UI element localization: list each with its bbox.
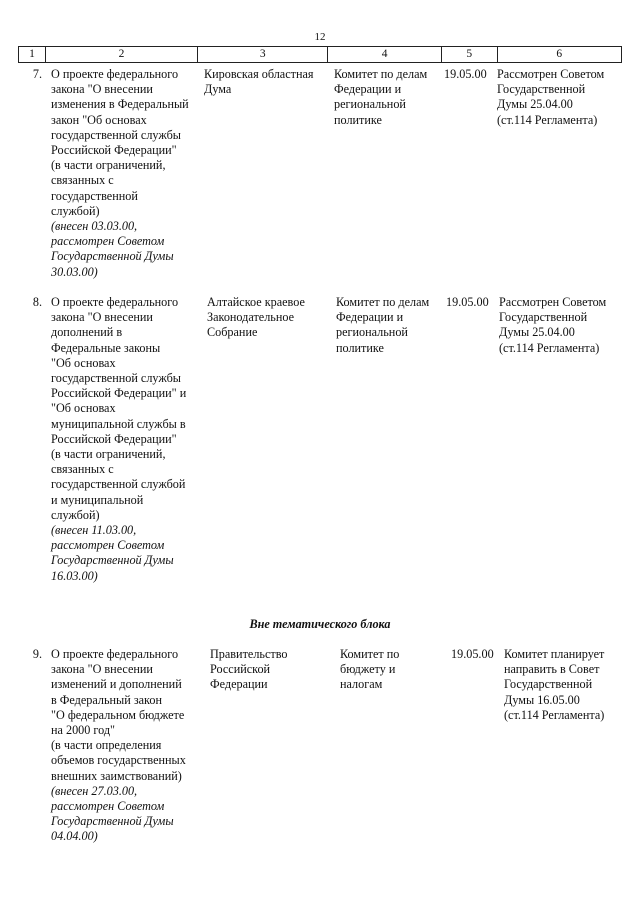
title-lines	[51, 295, 203, 523]
text-line: налогам	[340, 677, 383, 692]
status	[497, 67, 621, 128]
text-line: службой)	[51, 507, 100, 522]
text-line: в Федеральный закон	[51, 692, 162, 707]
text-line: и муниципальной	[51, 492, 144, 507]
text-line: Собрание	[207, 325, 258, 340]
text-line: связанных с	[51, 462, 114, 477]
text-line: объемов государственных	[51, 753, 186, 768]
text-line: изменения в Федеральный	[51, 97, 189, 112]
text-line: (ст.114 Регламента)	[499, 340, 600, 355]
text-line: Комитет по	[340, 647, 400, 661]
title-lines	[51, 647, 203, 784]
committee	[336, 295, 444, 356]
text-line: на 2000 год"	[51, 723, 116, 738]
text-line: Государственной	[499, 310, 588, 325]
text-line: Комитет по делам	[334, 67, 428, 81]
initiator	[207, 295, 335, 341]
date: 19.05.00	[451, 647, 494, 661]
text-line: (в части ограничений,	[51, 158, 166, 173]
text-line: (в части ограничений,	[51, 447, 166, 462]
text-line: связанных с	[51, 173, 114, 188]
text-line: О проекте федерального	[51, 647, 179, 661]
note-lines	[51, 784, 203, 845]
text-line: Российской Федерации"	[51, 143, 177, 158]
text-line: рассмотрен Советом	[51, 538, 165, 553]
section-heading: Вне тематического блока	[249, 617, 391, 631]
text-line: региональной	[334, 97, 406, 112]
text-line: (внесен 27.03.00,	[51, 783, 138, 798]
row-title	[51, 67, 203, 280]
committee	[340, 647, 440, 693]
date: 19.05.00	[446, 295, 489, 309]
text-line: региональной	[336, 325, 408, 340]
text-line: Комитет по делам	[336, 295, 430, 309]
text-line: государственной службой	[51, 477, 186, 492]
text-line: муниципальной службы в	[51, 416, 186, 431]
page-number: 12	[314, 31, 326, 43]
header-col-6: 6	[556, 48, 563, 60]
text-line: Рассмотрен Советом	[497, 67, 605, 81]
text-line: Думы 25.04.00	[499, 325, 575, 340]
text-line: Думы 16.05.00	[504, 692, 580, 707]
header-col-4: 4	[328, 47, 441, 62]
header-col-5: 5	[442, 47, 498, 62]
row-title	[51, 647, 203, 845]
row-number: 9.	[32, 647, 42, 661]
text-line: Комитет планирует	[504, 647, 605, 661]
text-line: дополнений в	[51, 325, 123, 340]
text-line: Алтайское краевое	[207, 295, 305, 309]
text-line: государственной	[51, 188, 138, 203]
text-line: закон "Об основах	[51, 112, 147, 127]
text-line: Федерации и	[334, 82, 402, 97]
note-lines	[51, 523, 203, 584]
text-line: закона "О внесении	[51, 82, 153, 97]
text-line: Российской Федерации" и	[51, 386, 187, 401]
text-line: Государственной Думы	[51, 249, 174, 264]
text-line: (внесен 11.03.00,	[51, 523, 137, 538]
text-line: Федерации	[210, 677, 268, 692]
table-header	[18, 46, 622, 63]
text-line: (ст.114 Регламента)	[497, 112, 598, 127]
text-line: Законодательное	[207, 310, 295, 325]
text-line: Государственной Думы	[51, 553, 174, 568]
text-line: внешних заимствований)	[51, 768, 182, 783]
text-line: Российской	[210, 662, 271, 677]
text-line: 30.03.00)	[51, 264, 98, 279]
text-line: О проекте федерального	[51, 295, 179, 309]
text-line: бюджету и	[340, 662, 396, 677]
text-line: Российской Федерации"	[51, 431, 177, 446]
text-line: (внесен 03.03.00,	[51, 219, 138, 234]
title-lines	[51, 67, 203, 219]
text-line: Правительство	[210, 647, 288, 661]
text-line: политике	[336, 340, 384, 355]
text-line: политике	[334, 112, 382, 127]
text-line: Федеральные законы	[51, 340, 161, 355]
row-number: 7.	[32, 67, 42, 81]
text-line: направить в Совет	[504, 662, 600, 677]
text-line: закона "О внесении	[51, 310, 153, 325]
text-line: Дума	[204, 82, 232, 97]
text-line: рассмотрен Советом	[51, 799, 165, 814]
committee	[334, 67, 442, 128]
text-line: государственной службы	[51, 127, 181, 142]
text-line: Кировская областная	[204, 67, 314, 81]
initiator	[210, 647, 330, 693]
text-line: 16.03.00)	[51, 568, 98, 583]
text-line: "Об основах	[51, 355, 116, 370]
text-line: Федерации и	[336, 310, 404, 325]
text-line: рассмотрен Советом	[51, 234, 165, 249]
row-number: 8.	[32, 295, 42, 309]
text-line: Думы 25.04.00	[497, 97, 573, 112]
text-line: Государственной Думы	[51, 814, 174, 829]
initiator	[204, 67, 334, 97]
header-col-1: 1	[19, 47, 46, 62]
text-line: Государственной	[504, 677, 593, 692]
text-line: государственной службы	[51, 371, 181, 386]
status	[504, 647, 628, 723]
text-line: закона "О внесении	[51, 662, 153, 677]
note-lines	[51, 219, 203, 280]
text-line: 04.04.00)	[51, 829, 98, 844]
text-line: Государственной	[497, 82, 586, 97]
status	[499, 295, 623, 356]
header-col-3: 3	[198, 47, 328, 62]
text-line: О проекте федерального	[51, 67, 179, 81]
text-line: "О федеральном бюджете	[51, 707, 185, 722]
text-line: изменений и дополнений	[51, 677, 182, 692]
text-line: (в части определения	[51, 738, 162, 753]
row-title	[51, 295, 203, 584]
date: 19.05.00	[444, 67, 487, 81]
text-line: Рассмотрен Советом	[499, 295, 607, 309]
text-line: "Об основах	[51, 401, 116, 416]
header-col-2: 2	[46, 47, 198, 62]
text-line: службой)	[51, 203, 100, 218]
text-line: (ст.114 Регламента)	[504, 707, 605, 722]
